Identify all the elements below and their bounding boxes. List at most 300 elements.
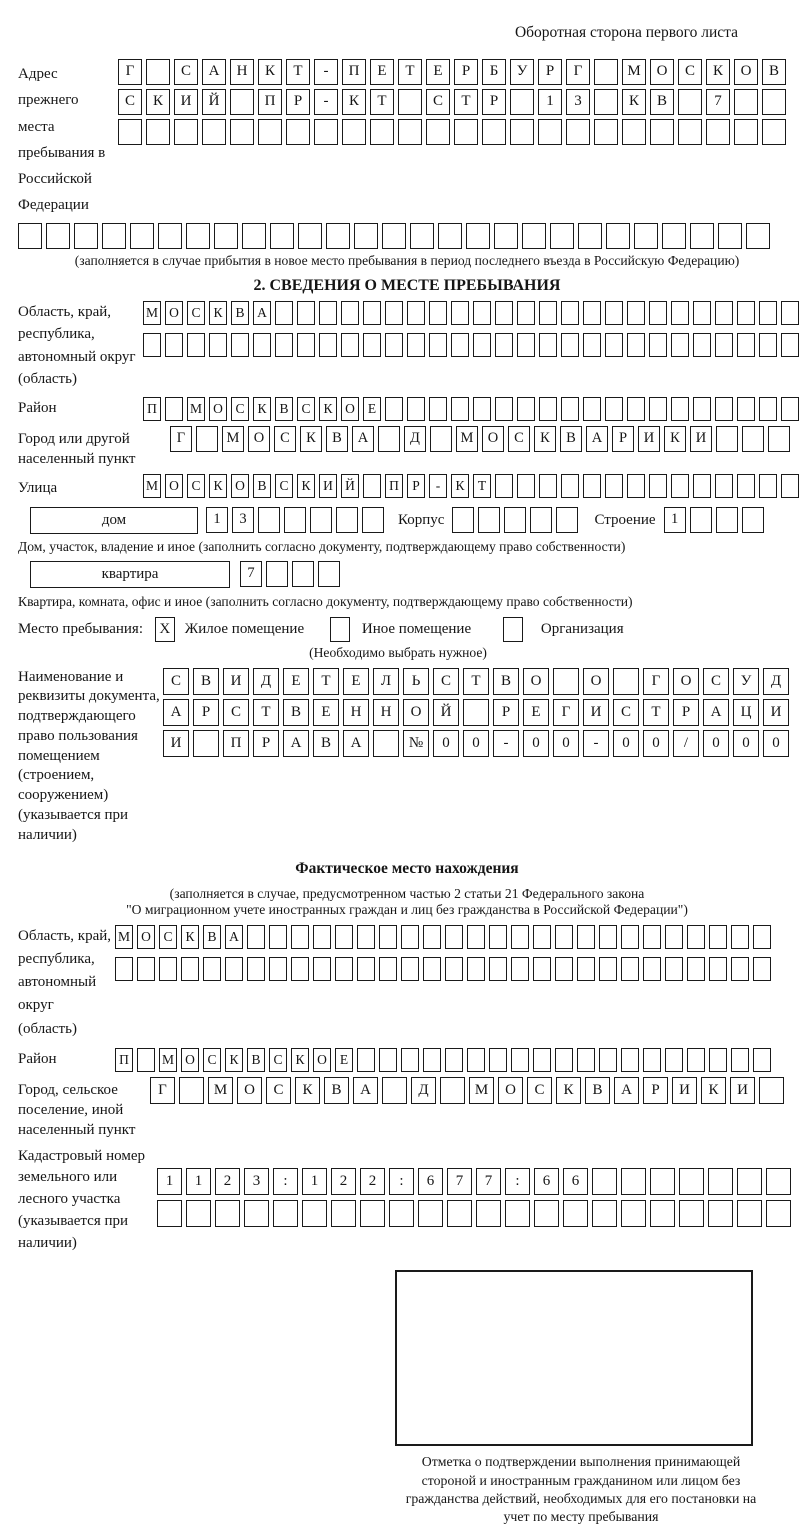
- char-cell[interactable]: А: [283, 730, 309, 757]
- char-cell[interactable]: [378, 426, 400, 452]
- char-cell[interactable]: [266, 561, 288, 587]
- char-cell[interactable]: [286, 119, 310, 145]
- char-cell[interactable]: [452, 507, 474, 533]
- char-cell[interactable]: И: [730, 1077, 755, 1104]
- char-cell[interactable]: [445, 1048, 463, 1072]
- char-cell[interactable]: О: [673, 668, 699, 695]
- char-cell[interactable]: Т: [398, 59, 422, 85]
- char-cell[interactable]: [511, 1048, 529, 1072]
- char-cell[interactable]: Г: [118, 59, 142, 85]
- char-cell[interactable]: [335, 925, 353, 949]
- char-cell[interactable]: [423, 1048, 441, 1072]
- char-cell[interactable]: С: [231, 397, 249, 421]
- char-cell[interactable]: Д: [763, 668, 789, 695]
- char-cell[interactable]: Р: [193, 699, 219, 726]
- char-cell[interactable]: [495, 301, 513, 325]
- char-cell[interactable]: [605, 301, 623, 325]
- char-cell[interactable]: К: [319, 397, 337, 421]
- char-cell[interactable]: И: [638, 426, 660, 452]
- char-cell[interactable]: :: [389, 1168, 414, 1195]
- char-cell[interactable]: [473, 301, 491, 325]
- char-cell[interactable]: [671, 333, 689, 357]
- char-cell[interactable]: 1: [157, 1168, 182, 1195]
- char-cell[interactable]: С: [203, 1048, 221, 1072]
- char-cell[interactable]: [137, 957, 155, 981]
- char-cell[interactable]: -: [583, 730, 609, 757]
- char-cell[interactable]: Т: [286, 59, 310, 85]
- char-cell[interactable]: [561, 397, 579, 421]
- char-cell[interactable]: О: [482, 426, 504, 452]
- char-cell[interactable]: О: [403, 699, 429, 726]
- char-cell[interactable]: [354, 223, 378, 249]
- char-cell[interactable]: [737, 1200, 762, 1227]
- char-cell[interactable]: [143, 333, 161, 357]
- char-cell[interactable]: [447, 1200, 472, 1227]
- char-cell[interactable]: [258, 507, 280, 533]
- char-cell[interactable]: [583, 397, 601, 421]
- char-cell[interactable]: [510, 119, 534, 145]
- char-cell[interactable]: [398, 89, 422, 115]
- char-cell[interactable]: Р: [454, 59, 478, 85]
- char-cell[interactable]: 3: [244, 1168, 269, 1195]
- char-cell[interactable]: -: [314, 59, 338, 85]
- char-cell[interactable]: В: [253, 474, 271, 498]
- char-cell[interactable]: В: [762, 59, 786, 85]
- char-cell[interactable]: [690, 223, 714, 249]
- char-cell[interactable]: [489, 1048, 507, 1072]
- char-cell[interactable]: [363, 301, 381, 325]
- char-cell[interactable]: В: [283, 699, 309, 726]
- char-cell[interactable]: 1: [206, 507, 228, 533]
- char-cell[interactable]: [137, 1048, 155, 1072]
- char-cell[interactable]: :: [505, 1168, 530, 1195]
- char-cell[interactable]: [606, 223, 630, 249]
- char-cell[interactable]: [671, 474, 689, 498]
- char-cell[interactable]: И: [174, 89, 198, 115]
- char-cell[interactable]: [451, 301, 469, 325]
- char-cell[interactable]: С: [266, 1077, 291, 1104]
- char-cell[interactable]: [706, 119, 730, 145]
- char-cell[interactable]: [665, 925, 683, 949]
- char-cell[interactable]: С: [269, 1048, 287, 1072]
- char-cell[interactable]: [310, 507, 332, 533]
- char-cell[interactable]: [495, 474, 513, 498]
- char-cell[interactable]: [650, 1200, 675, 1227]
- char-cell[interactable]: [74, 223, 98, 249]
- char-cell[interactable]: А: [202, 59, 226, 85]
- char-cell[interactable]: [737, 474, 755, 498]
- char-cell[interactable]: [534, 1200, 559, 1227]
- char-cell[interactable]: [627, 333, 645, 357]
- char-cell[interactable]: [556, 507, 578, 533]
- char-cell[interactable]: [382, 223, 406, 249]
- char-cell[interactable]: [429, 397, 447, 421]
- char-cell[interactable]: А: [253, 301, 271, 325]
- char-cell[interactable]: Т: [454, 89, 478, 115]
- char-cell[interactable]: С: [118, 89, 142, 115]
- char-cell[interactable]: К: [622, 89, 646, 115]
- char-cell[interactable]: [489, 925, 507, 949]
- char-cell[interactable]: С: [527, 1077, 552, 1104]
- char-cell[interactable]: [357, 1048, 375, 1072]
- char-cell[interactable]: [759, 1077, 784, 1104]
- char-cell[interactable]: И: [690, 426, 712, 452]
- char-cell[interactable]: [373, 730, 399, 757]
- char-cell[interactable]: [258, 119, 282, 145]
- char-cell[interactable]: А: [614, 1077, 639, 1104]
- char-cell[interactable]: [297, 301, 315, 325]
- char-cell[interactable]: Й: [341, 474, 359, 498]
- char-cell[interactable]: 6: [563, 1168, 588, 1195]
- char-cell[interactable]: 7: [706, 89, 730, 115]
- char-cell[interactable]: Е: [523, 699, 549, 726]
- char-cell[interactable]: 0: [613, 730, 639, 757]
- char-cell[interactable]: [341, 333, 359, 357]
- char-cell[interactable]: [715, 474, 733, 498]
- char-cell[interactable]: [679, 1168, 704, 1195]
- char-cell[interactable]: [566, 119, 590, 145]
- char-cell[interactable]: [203, 957, 221, 981]
- char-cell[interactable]: [445, 925, 463, 949]
- char-cell[interactable]: 1: [538, 89, 562, 115]
- char-cell[interactable]: [225, 957, 243, 981]
- char-cell[interactable]: Д: [404, 426, 426, 452]
- char-cell[interactable]: [753, 1048, 771, 1072]
- char-cell[interactable]: [533, 957, 551, 981]
- char-cell[interactable]: П: [143, 397, 161, 421]
- char-cell[interactable]: Р: [407, 474, 425, 498]
- char-cell[interactable]: [550, 223, 574, 249]
- char-cell[interactable]: О: [231, 474, 249, 498]
- char-cell[interactable]: Т: [370, 89, 394, 115]
- char-cell[interactable]: Р: [493, 699, 519, 726]
- char-cell[interactable]: [737, 1168, 762, 1195]
- char-cell[interactable]: [292, 561, 314, 587]
- char-cell[interactable]: Г: [643, 668, 669, 695]
- char-cell[interactable]: [466, 223, 490, 249]
- char-cell[interactable]: /: [673, 730, 699, 757]
- char-cell[interactable]: В: [247, 1048, 265, 1072]
- char-cell[interactable]: [718, 223, 742, 249]
- char-cell[interactable]: [451, 397, 469, 421]
- char-cell[interactable]: [341, 301, 359, 325]
- char-cell[interactable]: [451, 333, 469, 357]
- char-cell[interactable]: [577, 1048, 595, 1072]
- char-cell[interactable]: [555, 957, 573, 981]
- char-cell[interactable]: [504, 507, 526, 533]
- char-cell[interactable]: [517, 333, 535, 357]
- char-cell[interactable]: [592, 1200, 617, 1227]
- char-cell[interactable]: [731, 925, 749, 949]
- char-cell[interactable]: [583, 301, 601, 325]
- char-cell[interactable]: М: [187, 397, 205, 421]
- char-cell[interactable]: С: [613, 699, 639, 726]
- char-cell[interactable]: К: [295, 1077, 320, 1104]
- char-cell[interactable]: [363, 474, 381, 498]
- char-cell[interactable]: И: [223, 668, 249, 695]
- char-cell[interactable]: О: [734, 59, 758, 85]
- char-cell[interactable]: [708, 1168, 733, 1195]
- char-cell[interactable]: [715, 333, 733, 357]
- char-cell[interactable]: [494, 223, 518, 249]
- char-cell[interactable]: С: [163, 668, 189, 695]
- char-cell[interactable]: С: [433, 668, 459, 695]
- char-cell[interactable]: К: [258, 59, 282, 85]
- char-cell[interactable]: К: [253, 397, 271, 421]
- char-cell[interactable]: Г: [566, 59, 590, 85]
- char-cell[interactable]: Р: [482, 89, 506, 115]
- char-cell[interactable]: [715, 397, 733, 421]
- char-cell[interactable]: [621, 957, 639, 981]
- char-cell[interactable]: Г: [150, 1077, 175, 1104]
- char-cell[interactable]: [690, 507, 712, 533]
- char-cell[interactable]: [734, 119, 758, 145]
- char-cell[interactable]: Т: [643, 699, 669, 726]
- char-cell[interactable]: М: [115, 925, 133, 949]
- char-cell[interactable]: М: [622, 59, 646, 85]
- char-cell[interactable]: [693, 474, 711, 498]
- char-cell[interactable]: А: [352, 426, 374, 452]
- char-cell[interactable]: В: [650, 89, 674, 115]
- char-cell[interactable]: [495, 333, 513, 357]
- char-cell[interactable]: [768, 426, 790, 452]
- char-cell[interactable]: [599, 925, 617, 949]
- char-cell[interactable]: [781, 397, 799, 421]
- char-cell[interactable]: [553, 668, 579, 695]
- char-cell[interactable]: [538, 119, 562, 145]
- char-cell[interactable]: Т: [473, 474, 491, 498]
- char-cell[interactable]: [473, 333, 491, 357]
- char-cell[interactable]: А: [353, 1077, 378, 1104]
- char-cell[interactable]: В: [585, 1077, 610, 1104]
- char-cell[interactable]: С: [159, 925, 177, 949]
- char-cell[interactable]: [577, 925, 595, 949]
- char-cell[interactable]: [594, 89, 618, 115]
- char-cell[interactable]: [159, 957, 177, 981]
- char-cell[interactable]: [709, 925, 727, 949]
- char-cell[interactable]: Е: [343, 668, 369, 695]
- char-cell[interactable]: [438, 223, 462, 249]
- char-cell[interactable]: [209, 333, 227, 357]
- char-cell[interactable]: И: [583, 699, 609, 726]
- char-cell[interactable]: Т: [313, 668, 339, 695]
- char-cell[interactable]: [679, 1200, 704, 1227]
- char-cell[interactable]: [649, 301, 667, 325]
- char-cell[interactable]: В: [275, 397, 293, 421]
- char-cell[interactable]: [517, 397, 535, 421]
- char-cell[interactable]: [146, 59, 170, 85]
- char-cell[interactable]: С: [508, 426, 530, 452]
- char-cell[interactable]: [389, 1200, 414, 1227]
- char-cell[interactable]: [214, 223, 238, 249]
- char-cell[interactable]: [454, 119, 478, 145]
- char-cell[interactable]: Р: [538, 59, 562, 85]
- checkbox-organizatsiya[interactable]: [503, 617, 523, 642]
- char-cell[interactable]: [650, 1168, 675, 1195]
- char-cell[interactable]: [671, 397, 689, 421]
- char-cell[interactable]: О: [248, 426, 270, 452]
- char-cell[interactable]: К: [300, 426, 322, 452]
- char-cell[interactable]: Т: [253, 699, 279, 726]
- char-cell[interactable]: [759, 301, 777, 325]
- char-cell[interactable]: М: [222, 426, 244, 452]
- char-cell[interactable]: В: [324, 1077, 349, 1104]
- char-cell[interactable]: [418, 1200, 443, 1227]
- char-cell[interactable]: К: [209, 301, 227, 325]
- char-cell[interactable]: [478, 507, 500, 533]
- char-cell[interactable]: [599, 957, 617, 981]
- char-cell[interactable]: М: [143, 474, 161, 498]
- char-cell[interactable]: С: [274, 426, 296, 452]
- char-cell[interactable]: О: [498, 1077, 523, 1104]
- char-cell[interactable]: [742, 507, 764, 533]
- char-cell[interactable]: И: [672, 1077, 697, 1104]
- char-cell[interactable]: [643, 957, 661, 981]
- char-cell[interactable]: В: [313, 730, 339, 757]
- char-cell[interactable]: [762, 89, 786, 115]
- char-cell[interactable]: [181, 957, 199, 981]
- char-cell[interactable]: 0: [523, 730, 549, 757]
- char-cell[interactable]: [539, 333, 557, 357]
- char-cell[interactable]: [230, 89, 254, 115]
- char-cell[interactable]: 0: [433, 730, 459, 757]
- char-cell[interactable]: Й: [202, 89, 226, 115]
- char-cell[interactable]: [165, 333, 183, 357]
- char-cell[interactable]: [605, 333, 623, 357]
- char-cell[interactable]: [407, 397, 425, 421]
- char-cell[interactable]: [426, 119, 450, 145]
- char-cell[interactable]: -: [429, 474, 447, 498]
- char-cell[interactable]: К: [556, 1077, 581, 1104]
- char-cell[interactable]: [445, 957, 463, 981]
- char-cell[interactable]: [643, 1048, 661, 1072]
- char-cell[interactable]: П: [385, 474, 403, 498]
- char-cell[interactable]: [759, 397, 777, 421]
- char-cell[interactable]: [753, 925, 771, 949]
- char-cell[interactable]: [463, 699, 489, 726]
- char-cell[interactable]: О: [650, 59, 674, 85]
- char-cell[interactable]: [731, 1048, 749, 1072]
- char-cell[interactable]: [687, 1048, 705, 1072]
- char-cell[interactable]: [331, 1200, 356, 1227]
- char-cell[interactable]: [291, 957, 309, 981]
- char-cell[interactable]: У: [510, 59, 534, 85]
- char-cell[interactable]: [319, 301, 337, 325]
- char-cell[interactable]: [401, 1048, 419, 1072]
- char-cell[interactable]: Е: [283, 668, 309, 695]
- char-cell[interactable]: [533, 1048, 551, 1072]
- char-cell[interactable]: [709, 957, 727, 981]
- char-cell[interactable]: О: [165, 301, 183, 325]
- char-cell[interactable]: [737, 333, 755, 357]
- char-cell[interactable]: 7: [447, 1168, 472, 1195]
- char-cell[interactable]: [467, 1048, 485, 1072]
- char-cell[interactable]: [627, 301, 645, 325]
- char-cell[interactable]: Р: [643, 1077, 668, 1104]
- char-cell[interactable]: В: [231, 301, 249, 325]
- char-cell[interactable]: 3: [232, 507, 254, 533]
- char-cell[interactable]: С: [426, 89, 450, 115]
- char-cell[interactable]: Е: [335, 1048, 353, 1072]
- char-cell[interactable]: М: [143, 301, 161, 325]
- char-cell[interactable]: [693, 397, 711, 421]
- char-cell[interactable]: [708, 1200, 733, 1227]
- char-cell[interactable]: [467, 925, 485, 949]
- char-cell[interactable]: В: [203, 925, 221, 949]
- char-cell[interactable]: [179, 1077, 204, 1104]
- char-cell[interactable]: И: [319, 474, 337, 498]
- char-cell[interactable]: [561, 301, 579, 325]
- char-cell[interactable]: [709, 1048, 727, 1072]
- char-cell[interactable]: К: [146, 89, 170, 115]
- char-cell[interactable]: [762, 119, 786, 145]
- char-cell[interactable]: Е: [363, 397, 381, 421]
- char-cell[interactable]: Д: [253, 668, 279, 695]
- char-cell[interactable]: К: [706, 59, 730, 85]
- char-cell[interactable]: [734, 89, 758, 115]
- char-cell[interactable]: [621, 925, 639, 949]
- char-cell[interactable]: [781, 333, 799, 357]
- char-cell[interactable]: [476, 1200, 501, 1227]
- char-cell[interactable]: [517, 301, 535, 325]
- char-cell[interactable]: В: [493, 668, 519, 695]
- char-cell[interactable]: [561, 474, 579, 498]
- char-cell[interactable]: [665, 957, 683, 981]
- char-cell[interactable]: [326, 223, 350, 249]
- char-cell[interactable]: [335, 957, 353, 981]
- char-cell[interactable]: [336, 507, 358, 533]
- char-cell[interactable]: О: [137, 925, 155, 949]
- char-cell[interactable]: [157, 1200, 182, 1227]
- char-cell[interactable]: [583, 333, 601, 357]
- char-cell[interactable]: [242, 223, 266, 249]
- char-cell[interactable]: Т: [463, 668, 489, 695]
- char-cell[interactable]: О: [313, 1048, 331, 1072]
- char-cell[interactable]: У: [733, 668, 759, 695]
- char-cell[interactable]: О: [523, 668, 549, 695]
- char-cell[interactable]: [362, 507, 384, 533]
- char-cell[interactable]: [401, 925, 419, 949]
- char-cell[interactable]: [522, 223, 546, 249]
- char-cell[interactable]: 3: [566, 89, 590, 115]
- char-cell[interactable]: [563, 1200, 588, 1227]
- char-cell[interactable]: Ь: [403, 668, 429, 695]
- char-cell[interactable]: [482, 119, 506, 145]
- char-cell[interactable]: [622, 119, 646, 145]
- char-cell[interactable]: С: [223, 699, 249, 726]
- char-cell[interactable]: 2: [331, 1168, 356, 1195]
- char-cell[interactable]: [687, 957, 705, 981]
- char-cell[interactable]: [407, 333, 425, 357]
- char-cell[interactable]: [319, 333, 337, 357]
- char-cell[interactable]: 6: [534, 1168, 559, 1195]
- char-cell[interactable]: Й: [433, 699, 459, 726]
- char-cell[interactable]: [115, 957, 133, 981]
- char-cell[interactable]: М: [208, 1077, 233, 1104]
- char-cell[interactable]: Г: [553, 699, 579, 726]
- char-cell[interactable]: Ц: [733, 699, 759, 726]
- char-cell[interactable]: [46, 223, 70, 249]
- char-cell[interactable]: [118, 119, 142, 145]
- char-cell[interactable]: 1: [186, 1168, 211, 1195]
- char-cell[interactable]: [662, 223, 686, 249]
- char-cell[interactable]: [423, 957, 441, 981]
- char-cell[interactable]: Б: [482, 59, 506, 85]
- char-cell[interactable]: Е: [370, 59, 394, 85]
- char-cell[interactable]: М: [469, 1077, 494, 1104]
- char-cell[interactable]: [410, 223, 434, 249]
- char-cell[interactable]: [247, 957, 265, 981]
